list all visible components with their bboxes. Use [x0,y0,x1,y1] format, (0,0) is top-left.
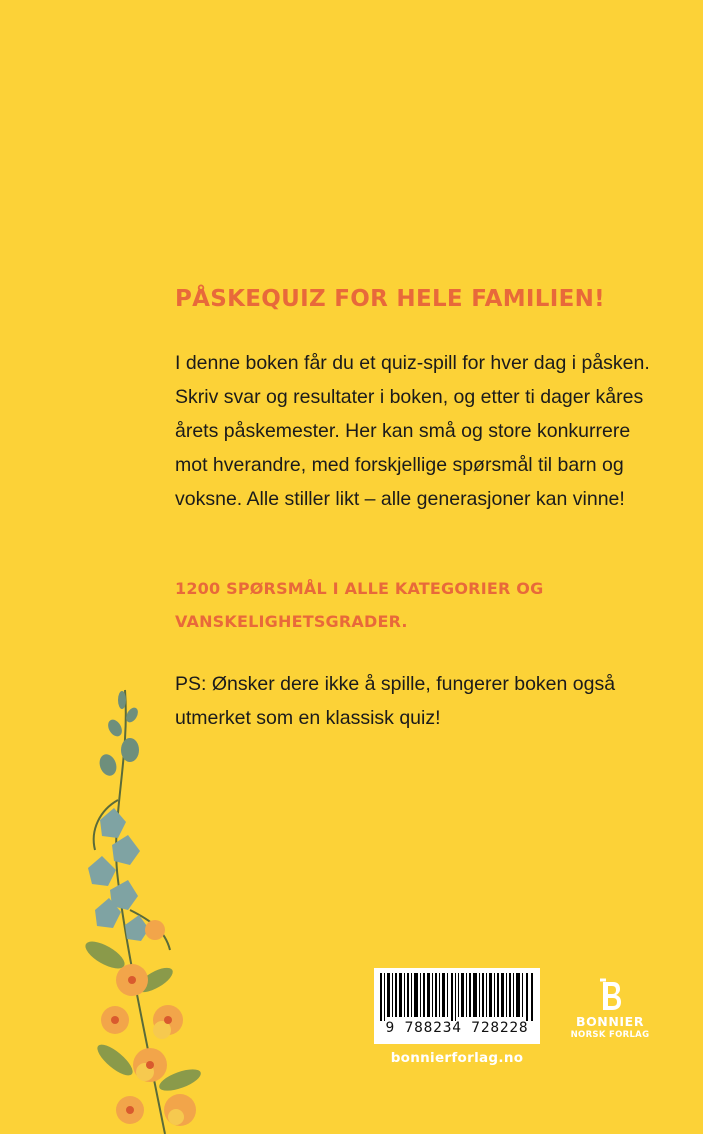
barcode-bars-icon [380,973,534,1021]
publisher-website: bonnierforlag.no [390,1050,524,1066]
publisher-subtitle: NORSK FORLAG [570,1030,650,1040]
cover-description: I denne boken får du et quiz-spill for hver dag i påsken. Skriv svar og resultater i boken, og etter ti dager kåres årets påskemester. Her kan små og store konkurrere mot hverandre, med forskjellige spørsmål til barn og voksne. Alle stiller likt – alle generasjoner kan vinne! [175,352,650,510]
bonnier-b-logo-icon [597,978,623,1014]
cover-heading: PÅSKEQUIZ FOR HELE FAMILIEN! [175,286,605,312]
publisher-logo [565,978,655,1040]
isbn-number: 9 788234 728228 [385,1020,529,1036]
barcode [374,968,540,1044]
cover-highlight: 1200 SPØRSMÅL I ALLE KATEGORIER OG VANSKELIGHETSGRADER. [175,579,544,631]
publisher-name: BONNIER [575,1014,645,1029]
flower-illustration-icon [70,680,220,1134]
cover-ps-note: PS: Ønsker dere ikke å spille, fungerer boken også utmerket som en klassisk quiz! [175,673,616,729]
